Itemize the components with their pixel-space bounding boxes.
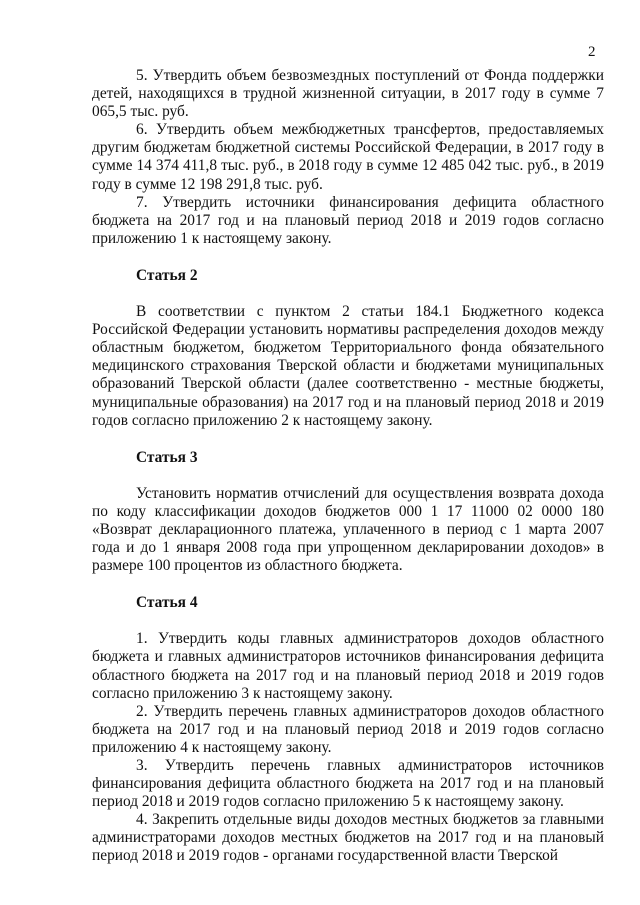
article-heading: Статья 2 <box>136 266 198 284</box>
article-3 <box>92 449 604 576</box>
article-4 <box>92 594 604 865</box>
document-body <box>92 67 604 866</box>
paragraph-5: 5. Утвердить объем безвозмездных поступлений от Фонда поддержки детей, находящихся в трудной жизненной ситуации, в 2017 году в сумме 7 065,5 тыс. руб. <box>92 67 604 121</box>
article-2 <box>92 267 604 430</box>
article-paragraph: 4. Закрепить отдельные виды доходов местных бюджетов за главными администраторами доходов местных бюджетов на 2017 год и на плановый период 2018 и 2019 годов - органами государственной власти Тверской <box>92 811 604 865</box>
article-paragraph: 2. Утвердить перечень главных администраторов доходов областного бюджета на 2017 год и на плановый период 2018 и 2019 годов согласно приложению 4 к настоящему закону. <box>92 702 604 756</box>
article-paragraph: В соответствии с пунктом 2 статьи 184.1 Бюджетного кодекса Российской Федерации установить нормативы распределения доходов между областным бюджетом, бюджетом Территориального фонда обязательного медицинского страхования Тверской области и бюджетами муниципальных образований Тверской области (далее соответственно - местные бюджеты, муниципальные образования) на 2017 год и на плановый период 2018 и 2019 годов согласно приложению 2 к настоящему закону. <box>92 303 604 429</box>
page-number: 2 <box>588 44 596 60</box>
article-paragraph: 3. Утвердить перечень главных администраторов источников финансирования дефицита областного бюджета на 2017 год и на плановый период 2018 и 2019 годов согласно приложению 5 к настоящему закону. <box>92 757 604 811</box>
article-paragraph: Установить норматив отчислений для осуществления возврата дохода по коду классификации доходов бюджетов 000 1 17 11000 02 0000 180 «Возврат декларационного платежа, уплаченного в период с 1 марта 2007 года и до 1 января 2008 года при упрощенном декларировании доходов» в размере 100 процентов из областного бюджета. <box>92 484 604 575</box>
article-heading: Статья 3 <box>136 448 198 466</box>
article-paragraph: 1. Утвердить коды главных администраторов доходов областного бюджета и главных администраторов источников финансирования дефицита областного бюджета на 2017 год и на плановый период 2018 и 2019 годов согласно приложению 3 к настоящему закону. <box>92 630 604 702</box>
paragraph-6: 6. Утвердить объем межбюджетных трансфертов, предоставляемых другим бюджетам бюджетной системы Российской Федерации, в 2017 году в сумме 14 374 411,8 тыс. руб., в 2018 году в сумме 12 485 042 тыс. руб., в 2019 году в сумме 12 198 291,8 тыс. руб. <box>92 121 604 193</box>
paragraph-7: 7. Утвердить источники финансирования дефицита областного бюджета на 2017 год и на плановый период 2018 и 2019 годов согласно приложению 1 к настоящему закону. <box>92 193 604 247</box>
article-heading: Статья 4 <box>136 594 198 612</box>
